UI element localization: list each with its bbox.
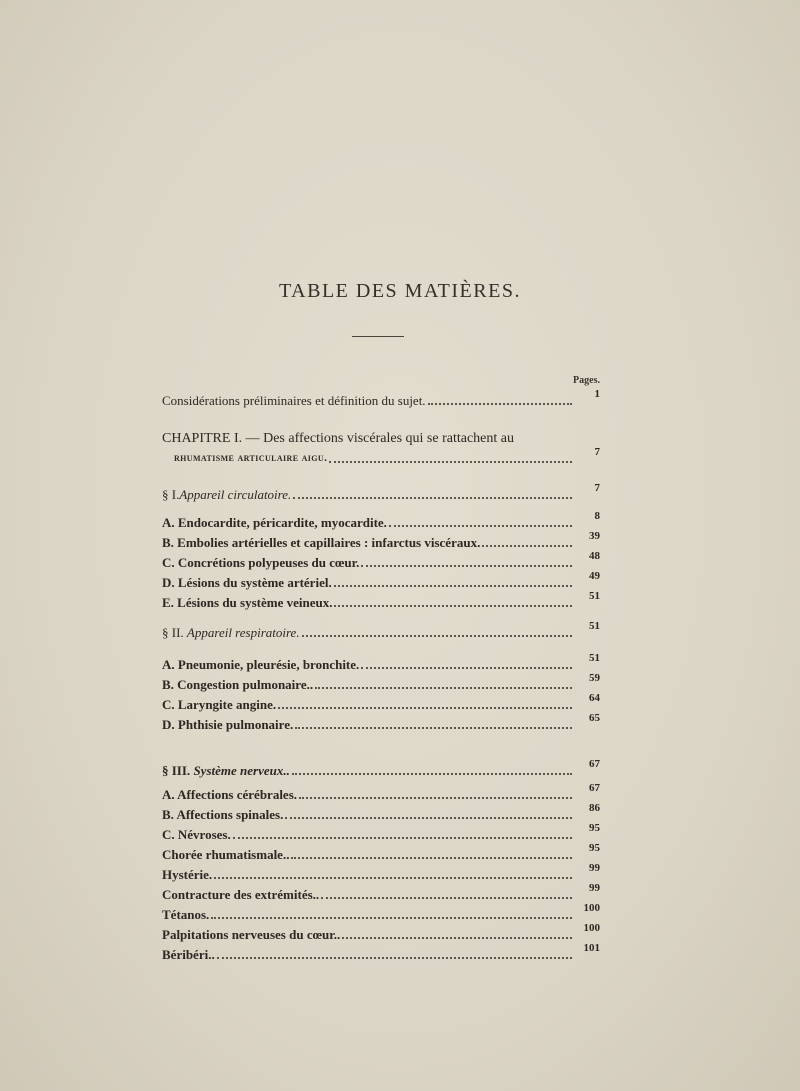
section-number: § II. [162, 625, 184, 640]
toc-entry-s1a: A. Endocardite, péricardite, myocardite. 8 [162, 510, 600, 530]
toc-entry-s3b: B. Affections spinales. 86 [162, 802, 600, 822]
toc-entry-s1e: E. Lésions du système veineux. 51 [162, 590, 600, 610]
toc-section-3 [162, 760, 600, 778]
section-title: Appareil circulatoire. [179, 487, 292, 502]
leader-dots [285, 817, 572, 819]
leader-dots [334, 585, 572, 587]
toc-entry-s1c: C. Concrétions polypeuses du cœur. 48 [162, 550, 600, 570]
toc-entry-s3d: Chorée rhumatismale.. 95 [162, 842, 600, 862]
leader-dots [217, 957, 572, 959]
toc-entry-s2a: A. Pneumonie, pleurésie, bronchite. 51 [162, 652, 600, 672]
title-divider [352, 336, 404, 337]
toc-section-1 [162, 484, 600, 502]
leader-dots [329, 461, 572, 463]
leader-dots [334, 605, 572, 607]
toc-entry-intro [162, 390, 600, 408]
toc-chapter-heading-cont [174, 448, 600, 466]
toc-entry-page: 7 [594, 482, 600, 494]
section-number: § I. [162, 487, 180, 502]
leader-dots [292, 773, 572, 775]
chapter-title: CHAPITRE I. — Des affections viscérales qui se rattachent au [162, 431, 514, 446]
leader-dots [214, 877, 572, 879]
leader-dots [361, 565, 572, 567]
leader-dots [315, 687, 572, 689]
leader-dots [299, 797, 572, 799]
leader-dots [342, 937, 572, 939]
pages-column-header: Pages. [573, 375, 600, 386]
section-title: Appareil respiratoire. [186, 625, 300, 640]
toc-entry-s2d: D. Phthisie pulmonaire. 65 [162, 712, 600, 732]
toc-chapter-heading [162, 428, 600, 446]
toc-entry-s3i: Béribéri.. 101 [162, 942, 600, 962]
toc-entry-s3a: A. Affections cérébrales. 67 [162, 782, 600, 802]
toc-entry-s3f: Contracture des extrémités.. 99 [162, 882, 600, 902]
leader-dots [482, 545, 572, 547]
toc-entry-s1b: B. Embolies artérielles et capillaires : infarctus viscéraux. 39 [162, 530, 600, 550]
toc-entry-page: 7 [594, 446, 600, 458]
toc-entry-s3e: Hystérie. 99 [162, 862, 600, 882]
toc-entry-s1d: D. Lésions du système artériel. 49 [162, 570, 600, 590]
leader-dots [428, 403, 572, 405]
leader-dots [278, 707, 572, 709]
section-number: § III. [162, 763, 191, 778]
toc-entry-page: 51 [589, 620, 600, 632]
toc-section-2 [162, 622, 600, 640]
toc-entry-s2b: B. Congestion pulmonaire.. 59 [162, 672, 600, 692]
toc-entry-s3g: Tétanos. 100 [162, 902, 600, 922]
leader-dots [291, 857, 572, 859]
toc-entry-s3c: C. Névroses. 95 [162, 822, 600, 842]
page-title: TABLE DES MATIÈRES. [279, 280, 521, 302]
chapter-title-cont: rhumatisme articulaire aigu. [174, 452, 328, 464]
leader-dots [321, 897, 572, 899]
leader-dots [211, 917, 572, 919]
toc-entry-page: 67 [589, 758, 600, 770]
leader-dots [233, 837, 572, 839]
toc-entry-label: Considérations préliminaires et définition du sujet. [162, 393, 426, 408]
toc-entry-s3h: Palpitations nerveuses du cœur.. 100 [162, 922, 600, 942]
leader-dots [302, 635, 572, 637]
toc-entry-page: 1 [594, 388, 600, 400]
leader-dots [389, 525, 572, 527]
leader-dots [295, 727, 572, 729]
toc-entry-s2c: C. Laryngite angine. 64 [162, 692, 600, 712]
leader-dots [293, 497, 572, 499]
leader-dots [361, 667, 572, 669]
section-title: Système nerveux.. [193, 763, 290, 778]
